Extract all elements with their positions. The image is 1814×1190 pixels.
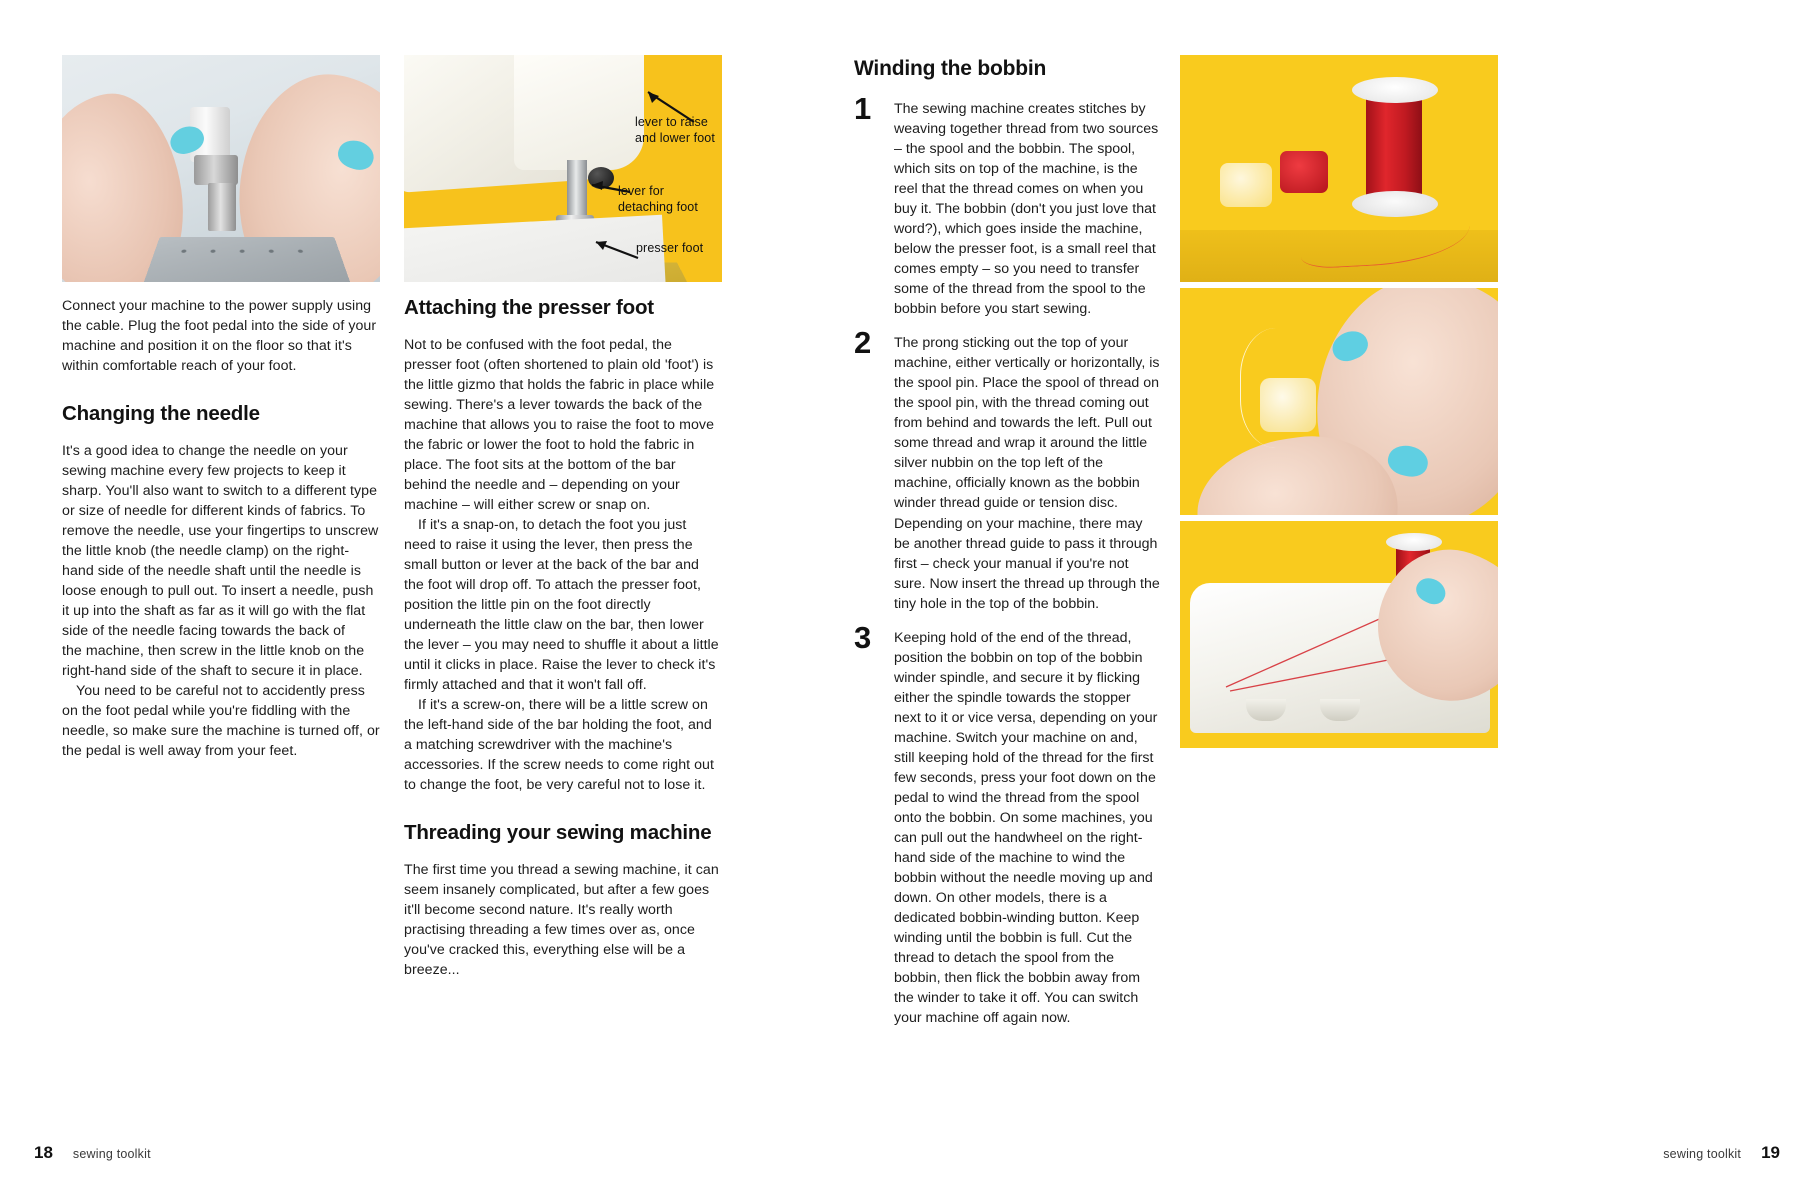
column-left bbox=[62, 296, 380, 761]
callout-label-lever-detach: lever for detaching foot bbox=[618, 184, 698, 214]
needle-clamp-shape bbox=[194, 155, 238, 185]
paragraph-screw-on-foot: If it's a screw-on, there will be a little screw on the left-hand side of the bar holding the foot, and a matching screwdriver with the machine's accessories. If the screw needs to come right out to change the foot, be very careful not to lose it. bbox=[404, 696, 714, 793]
heading-winding-the-bobbin: Winding the bobbin bbox=[854, 57, 1047, 80]
photo-hands-threading-bobbin bbox=[1180, 288, 1498, 515]
callout-label-presser-foot: presser foot bbox=[636, 241, 704, 255]
paragraph-change-needle-1: It's a good idea to change the needle on your sewing machine every few projects to keep it sharp. You'll also want to switch to a different type or size of needle for different kinds of fabrics. To remove the needle, use your fingertips to unscrew the little knob (the needle clamp) on the right-hand side of the needle shaft until the needle is loose enough to pull out. To insert a needle, push it up into the shaft as far as it will go with the flat side of the needle facing towards the back of bbox=[62, 442, 379, 639]
spool-cap-bottom-shape bbox=[1352, 191, 1438, 217]
step-text-3: Keeping hold of the end of the thread, position the bobbin on top of the bobbin winder spindle, and secure it by flicking either the spindle towards the stopper next to it or vice versa, depending on your machine. Switch your machine on and, still keeping hold of the thread for the first few seconds, press your foot down on the pedal to wind the thread from the spool onto the bobbin. On some machines, you can pull out the handwheel on the right-hand side of the machine to wind the bobbin without the needle moving up and down. On other models, there is a dedicated bobbin-winding button. Keep winding until the bobbin is full. Cut the thread to detach the spool from the bobbin, then flick the bobbin away from the winder to take it off. You can switch your machine off again now. bbox=[894, 629, 1158, 1026]
running-head-left: sewing toolkit bbox=[72, 1147, 151, 1161]
spool-cap-top-shape bbox=[1352, 77, 1438, 103]
column-middle bbox=[404, 296, 722, 980]
photo-changing-needle bbox=[62, 55, 380, 282]
footer-right-page bbox=[1663, 1143, 1780, 1163]
heading-threading-your-sewing-machine: Threading your sewing machine bbox=[404, 820, 712, 844]
page-number-left: 18 bbox=[34, 1143, 53, 1162]
footer-left-page bbox=[34, 1143, 151, 1163]
bobbin-red-shape bbox=[1280, 151, 1328, 193]
paragraph-connect-machine: Connect your machine to the power supply using the cable. Plug the foot pedal into the side of your machine and position it on the floor so that it's within comfortable reach of your foot. bbox=[62, 298, 377, 375]
running-head-right: sewing toolkit bbox=[1663, 1147, 1742, 1161]
paragraph-snap-on-foot: If it's a snap-on, to detach the foot you just need to raise it using the lever, then press the small button or lever at the back of the bar and the foot will drop off. To attach the presser foot, position the little pin on the foot directly underneath the little claw on the bar, then lower the lever – you may need to shuffle it about a little until it clicks in place. Raise the lever to check it's firmly attached and that it won't fall off. bbox=[404, 516, 719, 693]
needle-plate-shape bbox=[143, 237, 352, 282]
heading-attaching-the-presser-foot: Attaching the presser foot bbox=[404, 296, 654, 319]
callout-arrow-presser-foot bbox=[586, 236, 640, 262]
bobbin-clear-shape bbox=[1220, 163, 1272, 207]
paragraph-presser-foot-intro: Not to be confused with the foot pedal, the presser foot (often shortened to plain old 'foot') is the little gizmo that holds the fabric in place while sewing. There's a lever towards the back of the machine that allows you to raise the foot to move the fabric or lower the foot to hold the fabric in place. The foot sits at the bottom of the bar behind the needle and – depending on your machine – will either screw or snap on. bbox=[404, 336, 715, 513]
spool-cap-top-shape bbox=[1386, 533, 1442, 551]
step-2 bbox=[854, 325, 1160, 613]
step-number-1: 1 bbox=[854, 91, 872, 127]
step-text-1: The sewing machine creates stitches by weaving together thread from two sources – the spool and the bobbin. The spool, which sits on top of the machine, is the reel that the thread comes on when you buy it. The bobbin (don't you just love that word?), which goes inside the machine, below the presser foot, is a small reel that comes empty – so you need to transfer some of the thread from the spool to the bobbin before you start sewing. bbox=[894, 101, 1159, 318]
step-text-2: The prong sticking out the top of your machine, either vertically or horizontally, is the spool pin. Place the spool of thread on the spool pin, with the thread coming out from behind and towards the left. Pull out some thread and wrap it around the little silver nubbin on the top left of the machine, officially known as the bobbin winder thread guide or tension disc. Depending on your machine, there may be another thread guide to pass it through first – check your manual if you're not sure. Now insert the thread up through the tiny hole in the top of the bobbin. bbox=[894, 335, 1160, 612]
heading-changing-the-needle: Changing the needle bbox=[62, 402, 260, 426]
photo-spool-and-bobbins bbox=[1180, 55, 1498, 282]
column-right bbox=[854, 56, 1160, 1042]
paragraph-foot-pedal-warning: You need to be careful not to accidently press on the foot pedal while you're fiddling with the needle, so make sure the machine is turned off, or the pedal is well away from your feet. bbox=[62, 682, 380, 759]
paragraph-change-needle-2: the machine, then screw in the little knob on the right-hand side of the shaft to secure it in place. bbox=[62, 642, 365, 679]
callout-label-lever-raise: lever to raise and lower foot bbox=[635, 115, 715, 145]
page-number-right: 19 bbox=[1761, 1143, 1780, 1162]
step-1 bbox=[854, 91, 1160, 319]
machine-head-shape bbox=[514, 55, 644, 170]
photo-machine-winding bbox=[1180, 521, 1498, 748]
step-3 bbox=[854, 619, 1160, 1028]
presser-foot-shape bbox=[208, 183, 236, 231]
step-number-2: 2 bbox=[854, 325, 872, 361]
step-number-3: 3 bbox=[854, 619, 872, 655]
thread-strand-shape bbox=[1240, 328, 1330, 448]
paragraph-threading-intro: The first time you thread a sewing machine, it can seem insanely complicated, but after a few goes it'll become second nature. It's really worth practising threading a few times over as, once you've cracked this, everything else will be a breeze... bbox=[404, 861, 719, 978]
thread-spool-shape bbox=[1366, 93, 1422, 203]
